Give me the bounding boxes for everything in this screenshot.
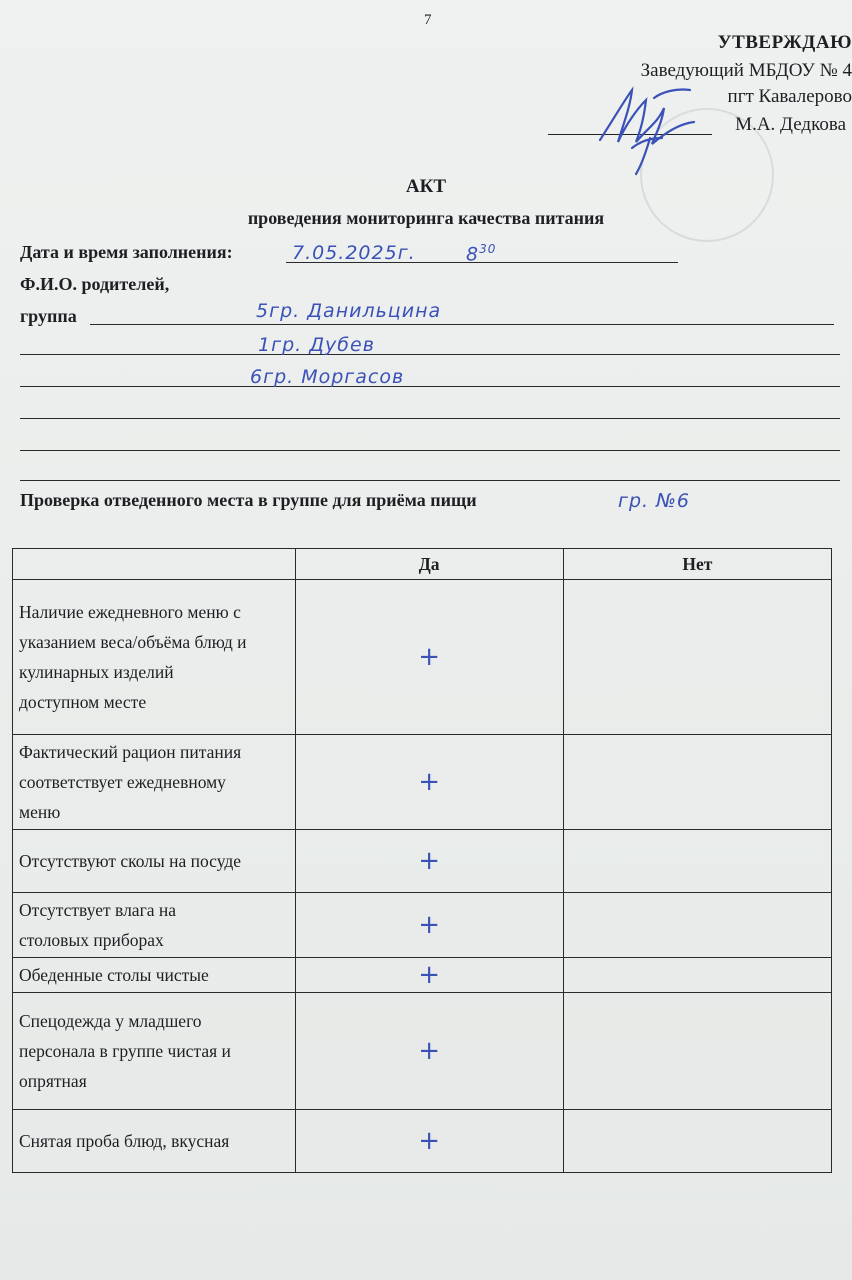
criterion-text: Наличие ежедневного меню с указанием веса/объёма блюд и кулинарных изделий доступном месте [19, 602, 247, 712]
criterion-cell [13, 993, 296, 1110]
parent-entry: 1гр. Дубев [258, 334, 375, 356]
group-label: группа [20, 306, 77, 326]
yes-cell [295, 580, 563, 735]
criterion-text: Обеденные столы чистые [19, 965, 209, 985]
criterion-cell [13, 580, 296, 735]
date-label: Дата и время заполнения: [20, 242, 233, 262]
column-header-criterion [13, 549, 296, 580]
approval-position: Заведующий МБДОУ № 4 [640, 60, 852, 81]
table-row [13, 958, 832, 993]
table-row [13, 993, 832, 1110]
form-line-1 [90, 324, 834, 325]
no-cell [563, 1110, 831, 1173]
criterion-text: Снятая проба блюд, вкусная [19, 1131, 230, 1151]
yes-mark: + [418, 1036, 441, 1066]
form-line-6 [20, 480, 840, 481]
yes-mark: + [418, 846, 441, 876]
no-cell [563, 958, 831, 993]
time-value: $8^{30}$ [466, 242, 497, 266]
table-row [13, 580, 832, 735]
table-header-row [13, 549, 832, 580]
checklist-table [12, 548, 832, 1173]
table-row [13, 830, 832, 893]
yes-cell [295, 893, 563, 958]
criterion-text: Спецодежда у младшего персонала в группе чистая и опрятная [19, 1011, 231, 1091]
table-row [13, 1110, 832, 1173]
column-header-no: Нет [563, 549, 831, 580]
criterion-text: Фактический рацион питания соответствует ежедневному меню [19, 742, 242, 822]
time-minutes: 30 [479, 242, 497, 256]
criterion-cell [13, 893, 296, 958]
no-cell [563, 993, 831, 1110]
check-group-number: гр. №6 [618, 490, 690, 512]
criterion-cell [13, 958, 296, 993]
date-value: 7.05.2025г. [292, 242, 416, 264]
criterion-text: Отсутствует влага на столовых приборах [19, 900, 177, 950]
yes-mark: + [418, 960, 441, 990]
page-number: 7 [424, 12, 432, 28]
yes-mark: + [418, 642, 441, 672]
parents-label: Ф.И.О. родителей, [20, 274, 170, 294]
approval-heading: УТВЕРЖДАЮ [717, 32, 852, 53]
criterion-cell [13, 735, 296, 830]
table-row [13, 893, 832, 958]
approval-location: пгт Кавалерово [727, 86, 852, 107]
approval-name: М.А. Дедкова [735, 114, 846, 135]
criterion-text: Отсутствуют сколы на посуде [19, 851, 242, 871]
yes-mark: + [418, 910, 441, 940]
check-heading: Проверка отведенного места в группе для приёма пищи [20, 490, 477, 510]
parent-entry: 6гр. Моргасов [250, 366, 405, 388]
yes-cell [295, 1110, 563, 1173]
yes-cell [295, 993, 563, 1110]
column-header-yes: Да [295, 549, 563, 580]
form-line-5 [20, 450, 840, 451]
criterion-cell [13, 830, 296, 893]
criterion-cell [13, 1110, 296, 1173]
no-cell [563, 830, 831, 893]
no-cell [563, 580, 831, 735]
form-line-4 [20, 418, 840, 419]
document-subtitle: проведения мониторинга качества питания [247, 208, 605, 228]
signature-icon [592, 78, 712, 178]
no-cell [563, 893, 831, 958]
yes-mark: + [418, 767, 441, 797]
yes-cell [295, 830, 563, 893]
document-title: АКТ [405, 176, 447, 197]
no-cell [563, 735, 831, 830]
yes-cell [295, 735, 563, 830]
form-line-2 [20, 354, 840, 355]
yes-cell [295, 958, 563, 993]
table-row [13, 735, 832, 830]
parent-entry: 5гр. Данильцина [256, 300, 442, 322]
form-line-3 [20, 386, 840, 387]
yes-mark: + [418, 1126, 441, 1156]
